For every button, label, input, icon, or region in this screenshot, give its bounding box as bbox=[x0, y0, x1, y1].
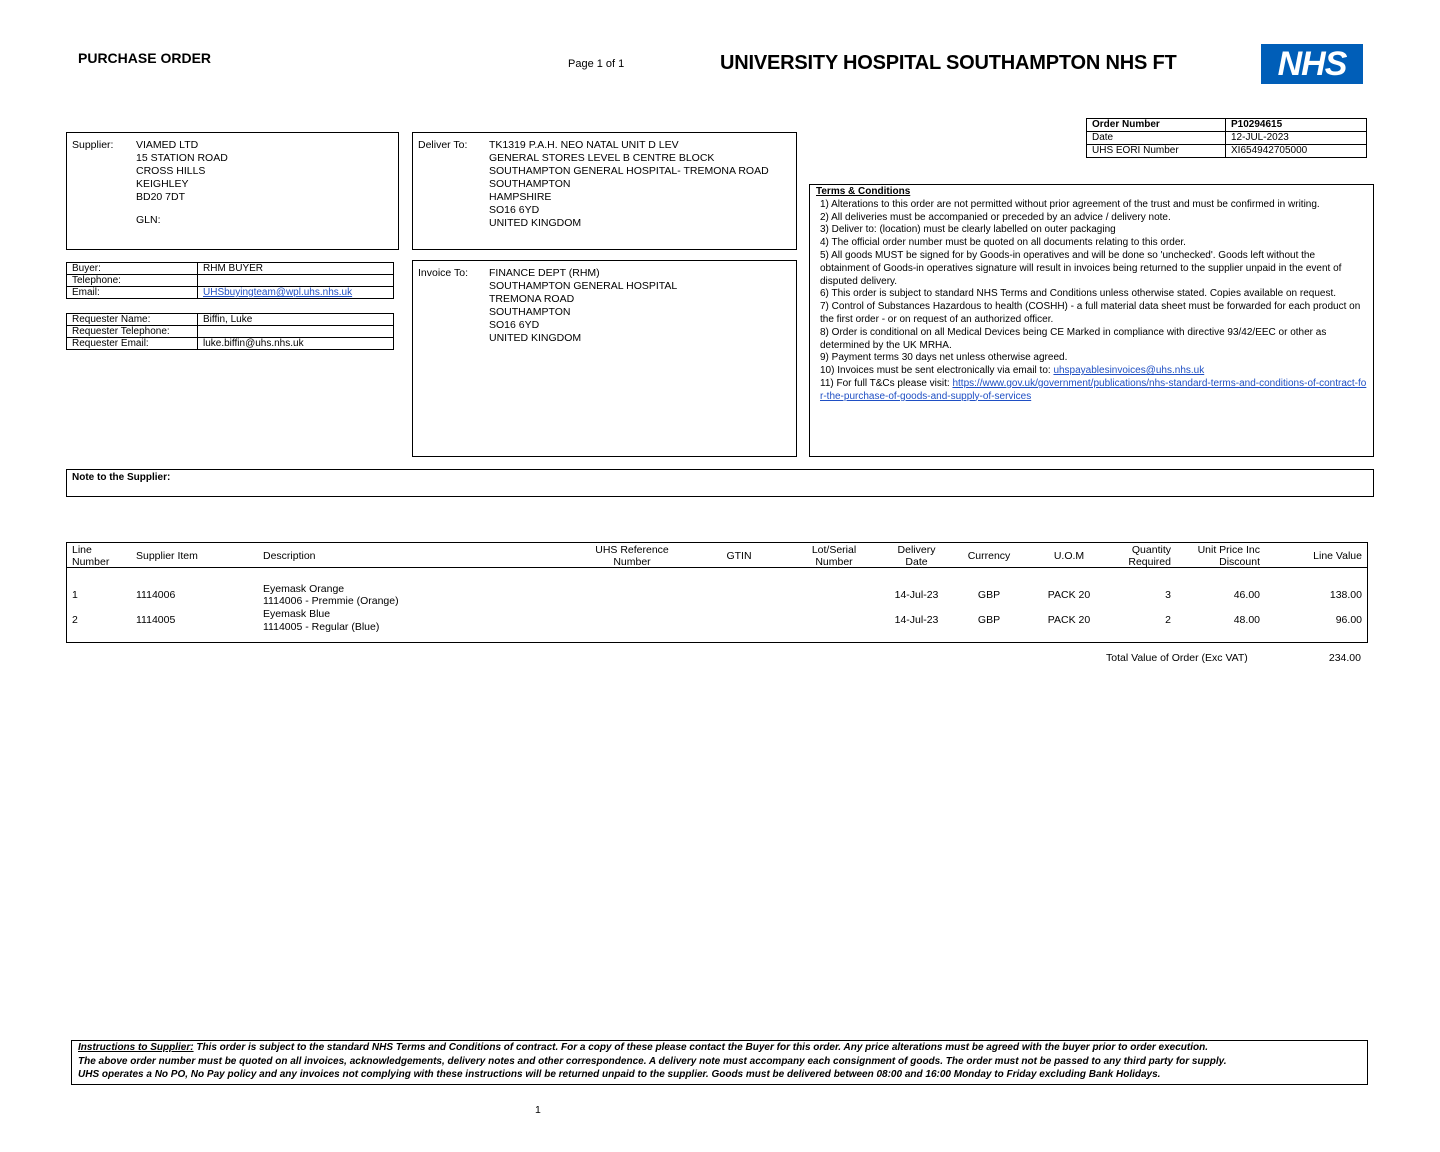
deliver-to-line: SOUTHAMPTON GENERAL HOSPITAL- TREMONA ROAD bbox=[489, 165, 769, 177]
row-currency: GBP bbox=[977, 589, 1001, 601]
header-currency: Currency bbox=[967, 550, 1011, 562]
instructions-line-2: The above order number must be quoted on all invoices, acknowledgements, delivery notes and other correspondence. A delivery note must accompany each consignment of goods. The order must not be passed to any third party for supply. bbox=[78, 1055, 1227, 1067]
terms-item-text: 11) For full T&Cs please visit: bbox=[820, 377, 953, 389]
order-date-row bbox=[1087, 132, 1367, 145]
requester-name-label: Requester Name: bbox=[67, 314, 198, 326]
row-description-detail: 1114005 - Regular (Blue) bbox=[263, 621, 380, 633]
header-line-text: Discount bbox=[1219, 556, 1260, 568]
eori-value: XI654942705000 bbox=[1226, 145, 1367, 158]
instructions-box bbox=[71, 1040, 1368, 1085]
header-uom: U.O.M bbox=[1053, 550, 1085, 562]
terms-item-full-tcs bbox=[820, 378, 1367, 404]
note-to-supplier-label: Note to the Supplier: bbox=[72, 472, 171, 483]
row-uom: PACK 20 bbox=[1047, 589, 1091, 601]
row-line-value: 96.00 bbox=[1335, 614, 1362, 626]
row-description-detail: 1114006 - Premmie (Orange) bbox=[263, 595, 399, 607]
buyer-table bbox=[66, 262, 394, 299]
instructions-line-3: UHS operates a No PO, No Pay policy and any invoices not complying with these instructions will be returned unpaid to the supplier. Goods must be delivered between 08:00 and 16:00 Monday to Friday excluding Bank Holidays. bbox=[78, 1069, 1161, 1080]
organisation-name: UNIVERSITY HOSPITAL SOUTHAMPTON NHS FT bbox=[720, 52, 1177, 74]
header-line-text: Delivery bbox=[897, 544, 936, 556]
order-info-table bbox=[1086, 118, 1367, 158]
row-unit-price: 48.00 bbox=[1233, 614, 1260, 626]
supplier-address-line: KEIGHLEY bbox=[136, 178, 189, 190]
items-table bbox=[66, 542, 1368, 643]
header-quantity bbox=[1107, 544, 1171, 568]
row-description: Eyemask Blue bbox=[263, 608, 331, 620]
header-line-text: Required bbox=[1128, 556, 1171, 568]
invoice-to-label: Invoice To: bbox=[418, 267, 469, 279]
deliver-to-box bbox=[412, 132, 797, 250]
buyer-email-cell bbox=[198, 287, 394, 299]
header-line-text: Number bbox=[815, 556, 853, 568]
invoice-to-line: UNITED KINGDOM bbox=[489, 332, 582, 344]
row-uom: PACK 20 bbox=[1047, 614, 1091, 626]
eori-label: UHS EORI Number bbox=[1087, 145, 1226, 158]
buyer-telephone-row bbox=[67, 275, 394, 287]
invoices-email-link[interactable]: uhspayablesinvoices@uhs.nhs.uk bbox=[1053, 365, 1205, 377]
terms-item: 8) Order is conditional on all Medical Devices being CE Marked in compliance with directive 93/42/EEC or other as determined by the UK MRHA. bbox=[820, 326, 1327, 351]
row-currency: GBP bbox=[977, 614, 1001, 626]
supplier-address-line: CROSS HILLS bbox=[136, 165, 206, 177]
row-quantity: 2 bbox=[1165, 614, 1171, 626]
supplier-address-line: 15 STATION ROAD bbox=[136, 152, 228, 164]
header-gtin: GTIN bbox=[726, 550, 752, 562]
supplier-name: VIAMED LTD bbox=[136, 139, 199, 151]
requester-telephone-value bbox=[198, 326, 394, 338]
deliver-to-label: Deliver To: bbox=[418, 139, 468, 151]
nhs-logo: NHS bbox=[1261, 44, 1363, 84]
terms-item: 4) The official order number must be quoted on all documents relating to this order. bbox=[820, 237, 1186, 249]
header-delivery-date bbox=[879, 544, 954, 568]
supplier-box bbox=[66, 132, 399, 250]
buyer-value: RHM BUYER bbox=[198, 263, 394, 275]
header-line-value: Line Value bbox=[1313, 550, 1362, 562]
deliver-to-line: GENERAL STORES LEVEL B CENTRE BLOCK bbox=[489, 152, 715, 164]
invoice-to-line: FINANCE DEPT (RHM) bbox=[489, 267, 600, 279]
header-description: Description bbox=[263, 550, 316, 562]
header-line-number bbox=[72, 544, 109, 568]
header-lot-serial bbox=[789, 544, 879, 568]
note-to-supplier-box bbox=[66, 469, 1374, 497]
supplier-label: Supplier: bbox=[72, 139, 114, 151]
header-line-text: UHS Reference bbox=[595, 544, 669, 556]
row-quantity: 3 bbox=[1165, 589, 1171, 601]
terms-item: 6) This order is subject to standard NHS Terms and Conditions unless otherwise stated. Copies available on request. bbox=[820, 288, 1337, 300]
buyer-email-label: Email: bbox=[67, 287, 198, 299]
supplier-address bbox=[136, 139, 228, 227]
terms-item: 7) Control of Substances Hazardous to health (COSHH) - a full material data sheet must be forwarded for each product on the first order - or on request of an authorized officer. bbox=[820, 301, 1361, 325]
row-line-value: 138.00 bbox=[1329, 589, 1362, 601]
buyer-telephone-value bbox=[198, 275, 394, 287]
footer-page-number: 1 bbox=[535, 1104, 541, 1116]
requester-name-row bbox=[67, 314, 394, 326]
order-number-label: Order Number bbox=[1087, 119, 1226, 132]
row-delivery-date: 14-Jul-23 bbox=[894, 589, 939, 601]
terms-item: 9) Payment terms 30 days net unless otherwise agreed. bbox=[820, 352, 1068, 364]
buyer-row bbox=[67, 263, 394, 275]
deliver-to-line: HAMPSHIRE bbox=[489, 191, 552, 203]
header-line-text: Number bbox=[613, 556, 651, 568]
instructions-line-1 bbox=[78, 1041, 1361, 1055]
row-supplier-item: 1114005 bbox=[136, 614, 176, 626]
deliver-to-line: SO16 6YD bbox=[489, 204, 540, 216]
order-date-value: 12-JUL-2023 bbox=[1226, 132, 1367, 145]
invoice-to-box bbox=[412, 260, 797, 457]
terms-box bbox=[809, 184, 1374, 457]
total-label: Total Value of Order (Exc VAT) bbox=[1106, 652, 1248, 664]
deliver-to-line: TK1319 P.A.H. NEO NATAL UNIT D LEV bbox=[489, 139, 679, 151]
header-line-text: Date bbox=[905, 556, 928, 568]
requester-table bbox=[66, 313, 394, 350]
invoice-to-line: SOUTHAMPTON bbox=[489, 306, 571, 318]
supplier-gln-label: GLN: bbox=[136, 214, 161, 226]
row-unit-price: 46.00 bbox=[1233, 589, 1260, 601]
terms-item: 2) All deliveries must be accompanied or preceded by an advice / delivery note. bbox=[820, 211, 1171, 223]
header-unit-price bbox=[1172, 544, 1260, 568]
terms-list bbox=[816, 199, 1367, 404]
terms-title: Terms & Conditions bbox=[816, 186, 911, 197]
terms-item: 5) All goods MUST be signed for by Goods-in operatives and will be done so 'unchecked'. Goods left without the obtainment of Goods-in operatives signature will result in invoices being returned to the supplier unpaid in the event of disputed delivery. bbox=[820, 249, 1342, 287]
full-tcs-link[interactable]: https://www.gov.uk/government/publications/nhs-standard-terms-and-conditions-of-contract-for-the-purchase-of-goods-and-supply-of-services bbox=[820, 377, 1367, 402]
terms-item-text: 10) Invoices must be sent electronically via email to: bbox=[820, 365, 1054, 377]
requester-email-label: Requester Email: bbox=[67, 338, 198, 350]
invoice-to-line: SOUTHAMPTON GENERAL HOSPITAL bbox=[489, 280, 678, 292]
supplier-postcode: BD20 7DT bbox=[136, 191, 186, 203]
header-line-text: Number bbox=[72, 556, 110, 568]
row-description: Eyemask Orange bbox=[263, 583, 345, 595]
terms-item: 3) Deliver to: (location) must be clearly labelled on outer packaging bbox=[820, 224, 1116, 236]
terms-item-invoices bbox=[820, 365, 1367, 378]
invoice-to-line: SO16 6YD bbox=[489, 319, 540, 331]
deliver-to-line: SOUTHAMPTON bbox=[489, 178, 571, 190]
header-line-text: Quantity bbox=[1131, 544, 1171, 556]
page-count: Page 1 of 1 bbox=[568, 58, 625, 70]
row-line-number: 2 bbox=[72, 614, 78, 626]
buyer-email-link[interactable]: UHSbuyingteam@wpl.uhs.nhs.uk bbox=[203, 287, 353, 298]
row-line-number: 1 bbox=[72, 589, 78, 601]
instructions-text: This order is subject to the standard NHS Terms and Conditions of contract. For a copy of these please contact the Buyer for this order. Any price alterations must be agreed with the buyer prior to order execution. bbox=[193, 1042, 1209, 1053]
row-supplier-item: 1114006 bbox=[136, 589, 176, 601]
invoice-to-address bbox=[489, 267, 677, 345]
header-line-text: Line bbox=[72, 544, 92, 556]
row-delivery-date: 14-Jul-23 bbox=[894, 614, 939, 626]
requester-email-row bbox=[67, 338, 394, 350]
header-line-text: Lot/Serial bbox=[811, 544, 857, 556]
eori-row bbox=[1087, 145, 1367, 158]
requester-name-value: Biffin, Luke bbox=[198, 314, 394, 326]
buyer-telephone-label: Telephone: bbox=[67, 275, 198, 287]
requester-email-value: luke.biffin@uhs.nhs.uk bbox=[198, 338, 394, 350]
instructions-label: Instructions to Supplier: bbox=[78, 1042, 194, 1053]
deliver-to-line: UNITED KINGDOM bbox=[489, 217, 582, 229]
invoice-to-line: TREMONA ROAD bbox=[489, 293, 575, 305]
buyer-label: Buyer: bbox=[67, 263, 198, 275]
document-title: PURCHASE ORDER bbox=[78, 50, 212, 66]
total-value: 234.00 bbox=[1328, 652, 1361, 664]
order-number-value: P10294615 bbox=[1226, 119, 1367, 132]
buyer-email-row bbox=[67, 287, 394, 299]
header-supplier-item: Supplier Item bbox=[136, 550, 198, 562]
deliver-to-address bbox=[489, 139, 769, 230]
order-date-label: Date bbox=[1087, 132, 1226, 145]
order-number-row bbox=[1087, 119, 1367, 132]
header-uhs-reference bbox=[577, 544, 687, 568]
requester-telephone-row bbox=[67, 326, 394, 338]
requester-telephone-label: Requester Telephone: bbox=[67, 326, 198, 338]
header-line-text: Unit Price Inc bbox=[1197, 544, 1260, 556]
terms-item: 1) Alterations to this order are not permitted without prior agreement of the trust and must be confirmed in writing. bbox=[820, 198, 1320, 210]
